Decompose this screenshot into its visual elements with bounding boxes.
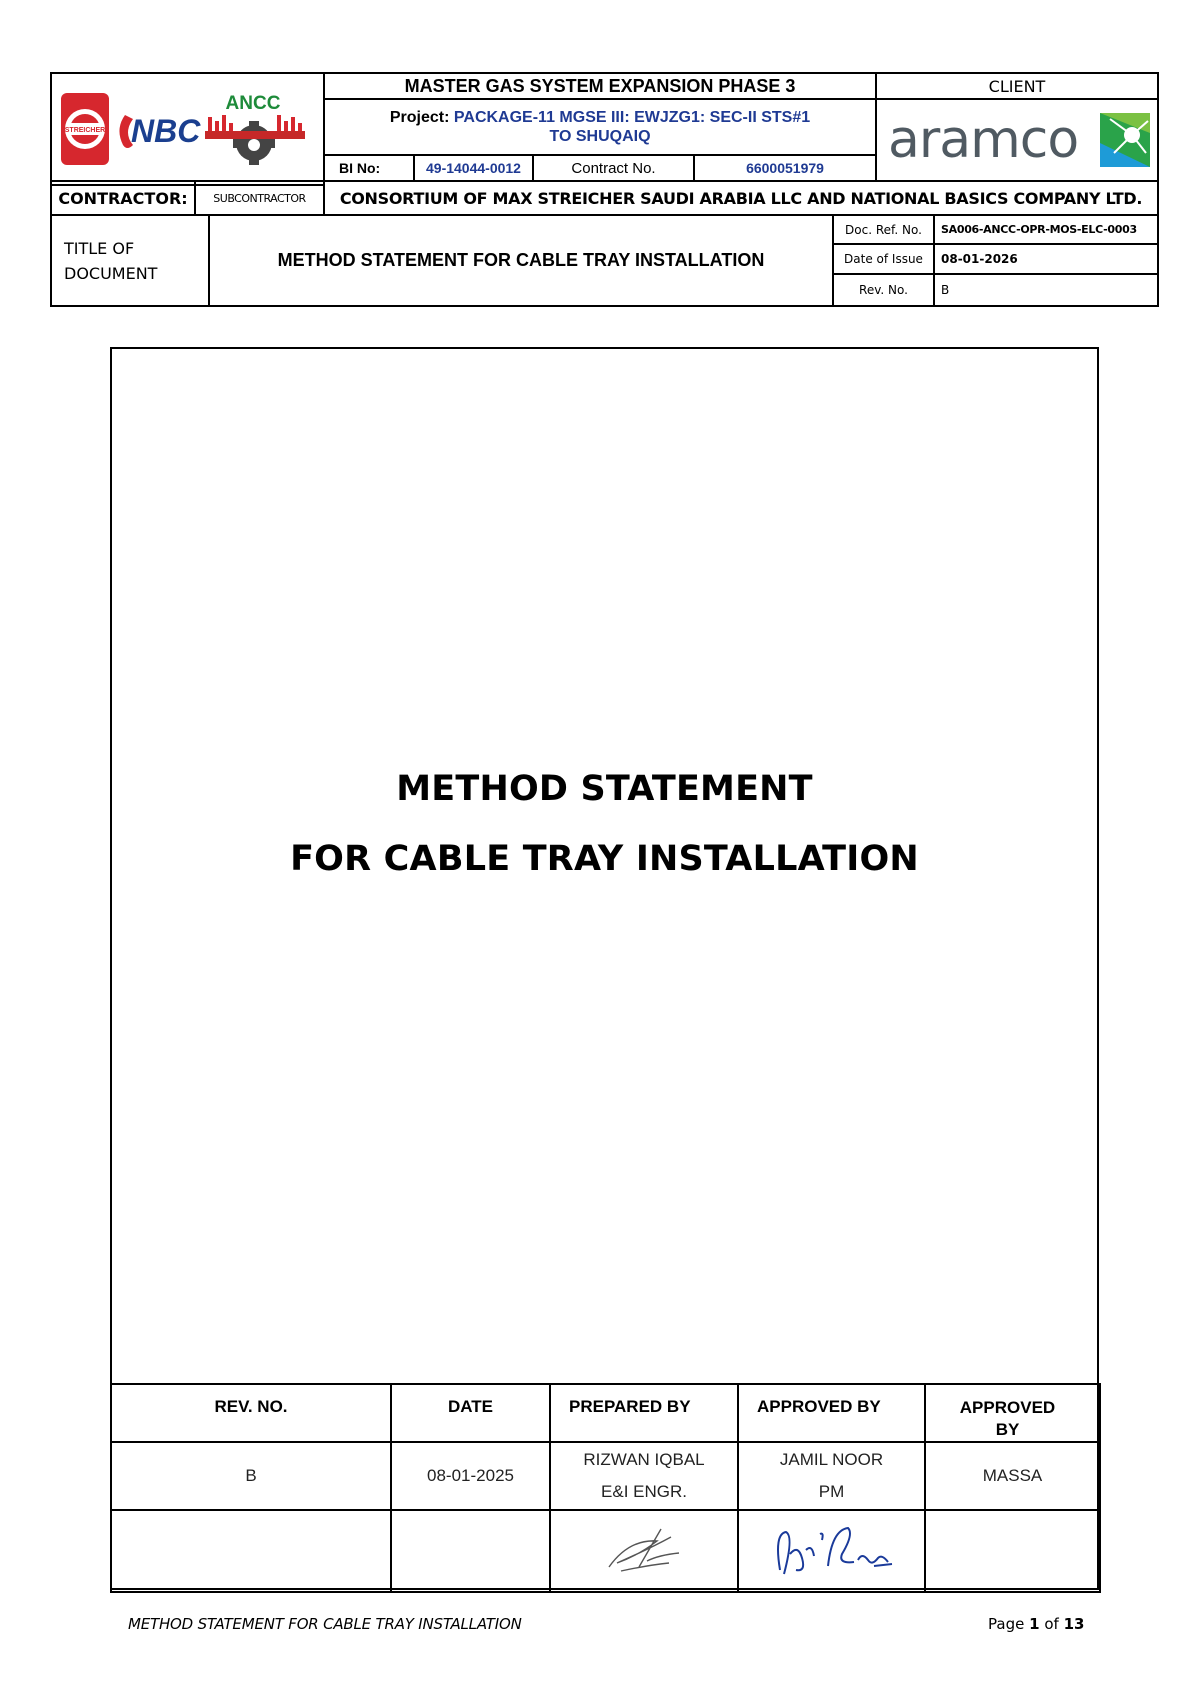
- aramco-logo: [882, 105, 1152, 175]
- doc-ref-label: Doc. Ref. No.: [832, 214, 935, 245]
- date-header: DATE: [391, 1384, 550, 1442]
- subcontractor-label: SUBCONTRACTOR: [194, 180, 325, 216]
- signature-empty-2: [391, 1510, 550, 1592]
- approved-by-signature-cell: [738, 1510, 925, 1592]
- of-word: of: [1044, 1615, 1059, 1633]
- footer-document-title: METHOD STATEMENT FOR CABLE TRAY INSTALLATION: [128, 1615, 522, 1633]
- approved-by-role: PM: [818, 1482, 845, 1501]
- approved-by-header: APPROVED BY: [738, 1384, 925, 1442]
- signature-row: [111, 1510, 1100, 1592]
- project-cell: [323, 98, 877, 156]
- streicher-logo: [61, 93, 109, 165]
- contractor-logos: [53, 79, 323, 179]
- rev-value: B: [933, 273, 1159, 307]
- doc-ref-value: SA006-ANCC-OPR-MOS-ELC-0003: [933, 214, 1159, 245]
- footer-page-number: [988, 1615, 1084, 1633]
- bi-value: 49-14044-0012: [413, 154, 534, 182]
- document-header: [50, 72, 1159, 307]
- rev-label: Rev. No.: [832, 273, 935, 307]
- revision-table: [110, 1383, 1101, 1593]
- signature-empty-1: [111, 1510, 391, 1592]
- page-word: Page: [988, 1615, 1025, 1633]
- cover-page-box: [110, 347, 1099, 1590]
- date-value-cell: 08-01-2025: [391, 1442, 550, 1510]
- svg-text:STREICHER: STREICHER: [64, 127, 105, 134]
- nbc-logo: [119, 113, 201, 149]
- prepared-by-role: E&I ENGR.: [601, 1482, 687, 1501]
- signature-empty-5: [925, 1510, 1100, 1592]
- title-label-line1: TITLE OF: [64, 238, 135, 258]
- rev-no-header: REV. NO.: [111, 1384, 391, 1442]
- approved-by-2-header: APPROVED BY: [925, 1384, 1100, 1442]
- project-value-line1: PACKAGE-11 MGSE III: EWJZG1: SEC-II STS#1: [453, 109, 811, 126]
- date-issue-label: Date of Issue: [832, 243, 935, 275]
- revision-data-row: [111, 1442, 1100, 1510]
- logo-cell: [50, 72, 325, 186]
- client-label: CLIENT: [875, 72, 1159, 100]
- svg-text:ANCC: ANCC: [225, 93, 280, 114]
- ancc-logo: [205, 93, 305, 165]
- svg-text:aramco: aramco: [888, 110, 1079, 170]
- approved-by-cell: [738, 1442, 925, 1510]
- title-of-document-label: [50, 214, 210, 307]
- page-total: 13: [1063, 1615, 1085, 1633]
- revision-header-row: [111, 1384, 1100, 1442]
- contract-value: 6600051979: [693, 154, 877, 182]
- cover-title-line2: FOR CABLE TRAY INSTALLATION: [290, 839, 919, 879]
- approved-by-signature: [762, 1514, 902, 1584]
- consortium-name: CONSORTIUM OF MAX STREICHER SAUDI ARABIA LLC AND NATIONAL BASICS COMPANY LTD.: [323, 180, 1159, 216]
- prepared-by-signature: [599, 1519, 689, 1579]
- approved-by-2-cell: MASSA: [925, 1442, 1100, 1510]
- contract-label: Contract No.: [532, 154, 695, 182]
- project-label: Project:: [389, 109, 450, 126]
- rev-value-cell: B: [111, 1442, 391, 1510]
- prepared-by-name: RIZWAN IQBAL: [583, 1450, 705, 1469]
- page-current: 1: [1029, 1615, 1040, 1633]
- project-value-line2: TO SHUQAIQ: [549, 128, 651, 145]
- aramco-logo-cell: [875, 98, 1159, 182]
- project-master-title: MASTER GAS SYSTEM EXPANSION PHASE 3: [323, 72, 877, 100]
- prepared-by-signature-cell: [550, 1510, 738, 1592]
- prepared-by-header: PREPARED BY: [550, 1384, 738, 1442]
- document-title: METHOD STATEMENT FOR CABLE TRAY INSTALLATION: [208, 214, 834, 307]
- date-issue-value: 08-01-2026: [933, 243, 1159, 275]
- svg-text:NBC: NBC: [130, 113, 200, 149]
- contractor-label: CONTRACTOR:: [50, 180, 196, 216]
- cover-title-line1: METHOD STATEMENT: [396, 769, 813, 809]
- approved-by-name: JAMIL NOOR: [779, 1450, 884, 1469]
- prepared-by-cell: [550, 1442, 738, 1510]
- bi-label: BI No:: [323, 154, 415, 182]
- title-label-line2: DOCUMENT: [64, 263, 158, 283]
